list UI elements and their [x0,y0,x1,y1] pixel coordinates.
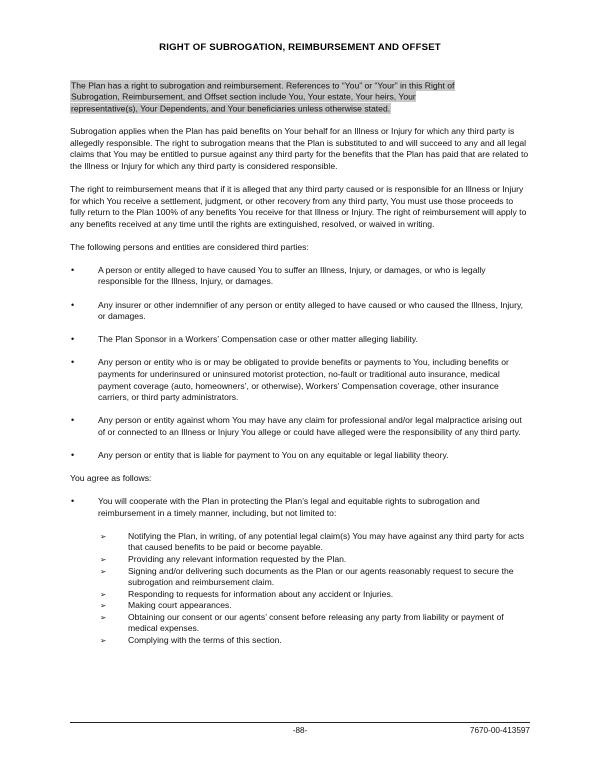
sub-list-item-text: Responding to requests for information about any accident or Injuries. [128,588,394,599]
footer-row [70,725,530,739]
sub-list-item [100,566,530,589]
list-item-text: The Plan Sponsor in a Workers’ Compensation case or other matter alleging liability. [98,334,418,345]
list-item [70,300,530,323]
list-item [70,415,530,438]
agreement-subitem-list [100,531,530,646]
document-body [70,0,530,646]
paragraph-third-parties-intro: The following persons and entities are considered third parties: [70,241,309,252]
bullet-icon: • [71,449,75,460]
bullet-icon: • [71,334,75,345]
spacer [70,519,530,531]
page-number: -88- [292,726,308,735]
sub-list-item-text: Obtaining our consent or our agents’ consent before releasing any party from liability or payment of medical expenses. [128,611,504,634]
highlighted-line-1 [70,80,530,92]
list-item [70,450,530,462]
arrow-bullet-icon: ➢ [100,589,107,599]
sub-list-item-text: Notifying the Plan, in writing, of any potential legal claim(s) You may have against any third party for acts that caused benefits to be paid or become payable. [128,530,524,553]
spacer [70,438,530,450]
list-item-text: Any person or entity against whom You may have any claim for professional and/or legal malpractice arising out of or connected to an Illness or Injury You allege or could have alleged were the responsibility of any third party. [98,415,522,437]
highlighted-line-3 [70,103,530,115]
paragraph-you-agree-intro: You agree as follows: [70,473,152,484]
paragraph-right-to-reimbursement: The right to reimbursement means that if it is alleged that any third party caused or is responsible for an Illness or Injury for which You receive a settlement, judgment, or other recovery from any third party, You must use those proceeds to fully return to the Plan 100% of any benefits You receive for that Illness or Injury. The right of reimbursement will apply to any benefits received at any time until the rights are extinguished, resolved, or waived in writing. [70,184,527,229]
list-item-text: Any person or entity that is liable for payment to You on any equitable or legal liability theory. [98,449,449,460]
highlighted-line-3-text: representative(s), Your Dependents, and Your beneficiaries unless otherwise stated. [71,103,391,114]
bullet-icon: • [71,264,75,275]
highlighted-paragraph [70,80,530,115]
arrow-bullet-icon: ➢ [100,601,107,611]
sub-list-item [100,589,530,601]
sub-list-item-text: Complying with the terms of this section. [128,634,282,645]
spacer [70,461,530,473]
spacer [70,115,530,127]
list-item-text: You will cooperate with the Plan in protecting the Plan’s legal and equitable rights to subrogation and reimbursement in a timely manner, including, but not limited to: [98,496,480,518]
sub-list-item [100,635,530,647]
sub-list-item [100,612,530,635]
spacer [70,172,530,184]
sub-list-item [100,531,530,554]
arrow-bullet-icon: ➢ [100,554,107,564]
highlighted-line-2 [70,92,530,104]
arrow-bullet-icon: ➢ [100,635,107,645]
list-item [70,334,530,346]
document-code: 7670-00-413597 [469,726,530,735]
spacer [70,485,530,497]
paragraph-subrogation-applies: Subrogation applies when the Plan has paid benefits on Your behalf for an Illness or Injury for which any third party is allegedly responsible. The right to subrogation means that the Plan is substituted to and will succeed to any and all legal claims that You may be entitled to pursue against any third party for the benefits that the Plan has paid that are related to the Illness or Injury for which any third party is considered responsible. [70,126,529,171]
highlighted-line-2-text: Subrogation, Reimbursement, and Offset section include You, Your estate, Your heirs, Your [71,91,416,102]
arrow-bullet-icon: ➢ [100,531,107,541]
footer-divider [70,722,530,723]
highlighted-line-1-text: The Plan has a right to subrogation and reimbursement. References to “You” or “Your” in this Right of [71,80,455,90]
list-item [70,265,530,288]
sub-list-item [100,554,530,566]
sub-list-item-text: Making court appearances. [128,600,232,611]
bullet-icon: • [71,299,75,310]
spacer [70,230,530,242]
bullet-icon: • [71,496,75,507]
list-item-text: A person or entity alleged to have caused You to suffer an Illness, Injury, or damages, or who is legally responsible for the Illness, Injury, or damages. [98,264,486,287]
spacer [70,404,530,416]
list-item [70,496,530,519]
list-item [70,357,530,403]
sub-list-item-text: Providing any relevant information requested by the Plan. [128,553,347,564]
sub-list-item [100,600,530,612]
bullet-icon: • [71,357,75,368]
spacer [70,323,530,335]
list-item-text: Any person or entity who is or may be obligated to provide benefits or payments to You, including benefits or payments for underinsured or uninsured motorist protection, no-fault or traditional auto insurance, medical payment coverage (auto, homeowners’, or otherwise), Workers’ Compensation coverage, other insurance carriers, or third party administrators. [98,357,509,403]
sub-list-item-text: Signing and/or delivering such documents as the Plan or our agents reasonably request to secure the subrogation and reimbursement claim. [128,565,514,588]
spacer [70,288,530,300]
list-item-text: Any insurer or other indemnifier of any person or entity alleged to have caused or who caused the Illness, Injury, or damages. [98,299,523,322]
arrow-bullet-icon: ➢ [100,566,107,576]
bullet-icon: • [71,415,75,426]
page-footer [70,722,530,739]
page-title: RIGHT OF SUBROGATION, REIMBURSEMENT AND OFFSET [159,42,441,53]
spacer [70,253,530,265]
arrow-bullet-icon: ➢ [100,612,107,622]
spacer [70,346,530,358]
